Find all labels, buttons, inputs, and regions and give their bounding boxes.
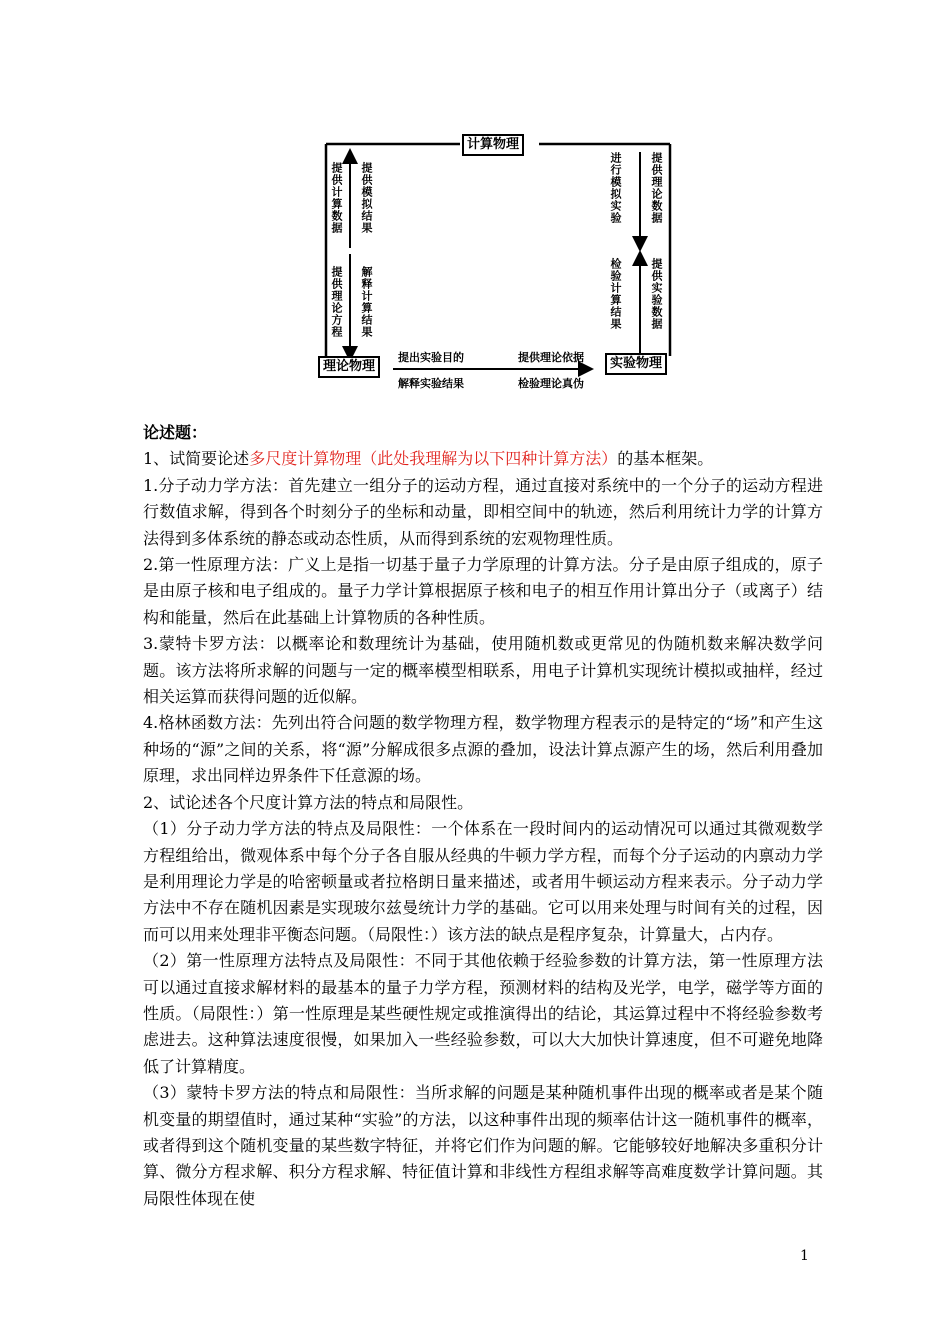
section-heading: 论述题：	[143, 423, 208, 442]
label-provide-theory-basis: 提供理论依据	[518, 351, 584, 364]
label-provide-computation-data: 提供计算数据	[330, 162, 343, 234]
answer-2-monte-carlo: （3）蒙特卡罗方法的特点和局限性：当所求解的问题是某种随机事件出现的概率或者是某个随机变量的期望值时，通过某种“实验”的方法，以这种事件出现的频率估计这一随机事件的概率，或者得到这个随机变量的某些数字特征，并将它们作为问题的解。它能够较好地解决多重积分计算、微分方程求解、积分方程求解、特征值计算和非线性方程组求解等高难度数学计算问题。其局限性体现在使	[143, 1083, 823, 1208]
label-provide-theory-data: 提供理论数据	[650, 152, 663, 224]
theoretical-physics-box: 理论物理	[318, 356, 380, 378]
answer-2-molecular-dynamics: （1）分子动力学方法的特点及局限性：一个体系在一段时间内的运动情况可以通过其微观数学方程组给出，微观体系中每个分子各自服从经典的牛顿力学方程，而每个分子运动的内禀动力学是利用理论力学是的哈密顿量或者拉格朗日量来描述，或者用牛顿运动方程来表示。分子动力学方法中不存在随机因素是实现玻尔兹曼统计力学的基础。它可以用来处理与时间有关的过程，因而可以用来处理非平衡态问题。（局限性：）该方法的缺点是程序复杂，计算量大，占内存。	[143, 819, 823, 944]
label-explain-experiment-results: 解释实验结果	[398, 377, 464, 390]
answer-1-green-function: 4.格林函数方法：先列出符合问题的数学物理方程，数学物理方程表示的是特定的“场”和产生这种场的“源”之间的关系，将“源”分解成很多点源的叠加，设法计算点源产生的场，然后利用叠加原理，求出同样边界条件下任意源的场。	[143, 713, 823, 786]
page-number: 1	[800, 1248, 809, 1264]
label-provide-theory-equations: 提供理论方程	[330, 266, 343, 338]
label-provide-experiment-data: 提供实验数据	[650, 258, 663, 330]
question-1-suffix: 的基本框架。	[617, 449, 714, 469]
label-propose-experiment-goal: 提出实验目的	[398, 351, 464, 364]
computational-physics-diagram	[318, 130, 678, 392]
experimental-physics-box: 实验物理	[605, 353, 667, 375]
question-1-highlight: 多尺度计算物理（此处我理解为以下四种计算方法）	[249, 449, 618, 469]
answer-1-molecular-dynamics: 1.分子动力学方法：首先建立一组分子的运动方程，通过直接对系统中的一个分子的运动方程进行数值求解，得到各个时刻分子的坐标和动量，即相空间中的轨迹，然后利用统计力学的计算方法得到多体系统的静态或动态性质，从而得到系统的宏观物理性质。	[143, 475, 823, 548]
question-2: 2、试论述各个尺度计算方法的特点和局限性。	[143, 792, 474, 812]
label-explain-computation-results: 解释计算结果	[360, 266, 373, 338]
essay-content	[143, 420, 823, 1212]
answer-2-first-principles: （2）第一性原理方法特点及局限性：不同于其他依赖于经验参数的计算方法，第一性原理方法可以通过直接求解材料的最基本的量子力学方程，预测材料的结构及光学，电学，磁学等方面的性质。（局限性：）第一性原理是某些硬性规定或推演得出的结论，其运算过程中不将经验参数考虑进去。这种算法速度很慢，如果加入一些经验参数，可以大大加快计算速度，但不可避免地降低了计算精度。	[143, 951, 823, 1076]
label-verify-theory-truth: 检验理论真伪	[518, 377, 584, 390]
question-1-prefix: 1、试简要论述	[143, 449, 250, 469]
answer-1-monte-carlo: 3.蒙特卡罗方法：以概率论和数理统计为基础，使用随机数或更常见的伪随机数来解决数学问题。该方法将所求解的问题与一定的概率模型相联系，用电子计算机实现统计模拟或抽样，经过相关运算而获得问题的近似解。	[143, 634, 823, 707]
computational-physics-box: 计算物理	[462, 134, 524, 156]
question-1	[143, 446, 823, 472]
label-verify-computation-results: 检验计算结果	[609, 258, 622, 330]
answer-1-first-principles: 2.第一性原理方法：广义上是指一切基于量子力学原理的计算方法。分子是由原子组成的，原子是由原子核和电子组成的。量子力学计算根据原子核和电子的相互作用计算出分子（或离子）结构和能量，然后在此基础上计算物质的各种性质。	[143, 555, 823, 627]
label-provide-simulation-results: 提供模拟结果	[360, 162, 373, 234]
label-run-simulation-experiment: 进行模拟实验	[609, 152, 622, 224]
